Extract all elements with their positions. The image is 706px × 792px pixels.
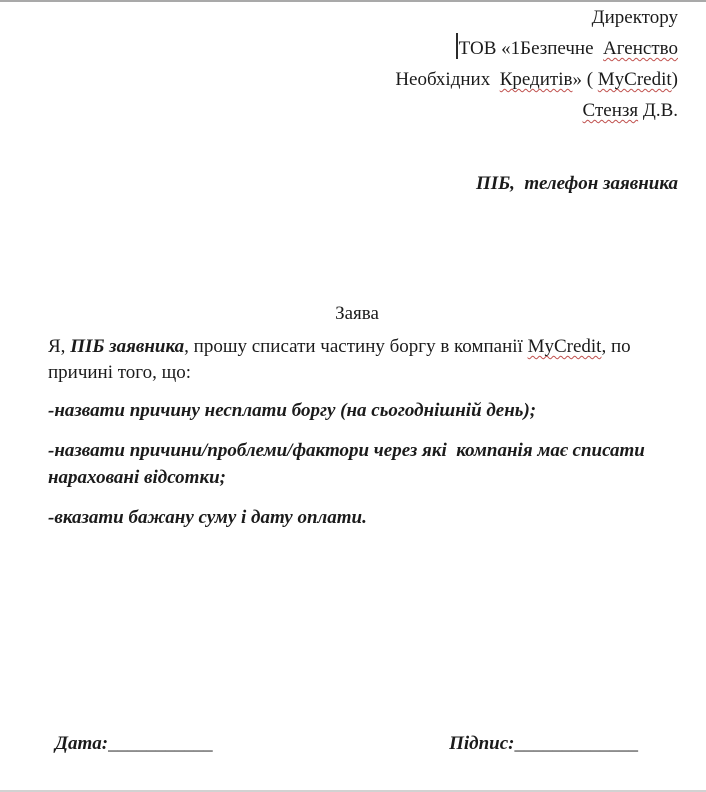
- signature-row: [55, 731, 638, 757]
- document-title[interactable]: Заява: [335, 303, 379, 324]
- signature-field[interactable]: [449, 731, 638, 757]
- intro-prefix: Я,: [48, 336, 71, 357]
- recipient-block[interactable]: [0, 2, 706, 126]
- company-brand: MyCredit: [597, 69, 672, 90]
- company-name-mid: » (: [572, 69, 598, 90]
- company-name-suffix: ): [671, 69, 678, 90]
- text-cursor: [456, 33, 458, 59]
- recipient-line-person: [0, 95, 678, 126]
- intro-suffix: , по причині того, що:: [48, 336, 636, 383]
- signature-label: Підпис:: [449, 733, 515, 754]
- brand-name: MyCredit: [527, 336, 602, 357]
- recipient-title: Директору: [591, 7, 678, 28]
- date-field[interactable]: [55, 731, 213, 757]
- intro-mid: , прошу списати частину боргу в компанії: [184, 336, 528, 357]
- intro-paragraph[interactable]: [48, 334, 666, 386]
- recipient-line-company-2: [0, 64, 678, 95]
- applicant-name-placeholder: ПІБ заявника: [70, 336, 185, 357]
- recipient-line-company-1: [0, 33, 678, 64]
- instruction-bullet-3[interactable]: -вказати бажану суму і дату оплати.: [48, 507, 367, 528]
- director-surname: Стензя: [582, 100, 639, 121]
- company-name-misspelled-word-2: Кредитів: [499, 69, 573, 90]
- instruction-bullet-1[interactable]: -назвати причину несплати боргу (на сьогоднішній день);: [48, 400, 537, 421]
- applicant-info-line[interactable]: ПІБ, телефон заявника: [475, 173, 678, 194]
- instruction-bullet-2[interactable]: -назвати причини/проблеми/фактори через які компанія має списати нараховані відсотки;: [48, 440, 650, 488]
- company-name-prefix-2: Необхідних: [395, 69, 500, 90]
- signature-blank-line: _____________: [514, 733, 638, 754]
- company-name-prefix: ТОВ «1Безпечне: [458, 38, 604, 59]
- director-initials: Д.В.: [638, 100, 678, 121]
- company-name-misspelled-word: Агенство: [603, 38, 678, 59]
- recipient-line-director: [0, 2, 678, 33]
- date-label: Дата:: [55, 733, 109, 754]
- date-blank-line: ___________: [108, 733, 213, 754]
